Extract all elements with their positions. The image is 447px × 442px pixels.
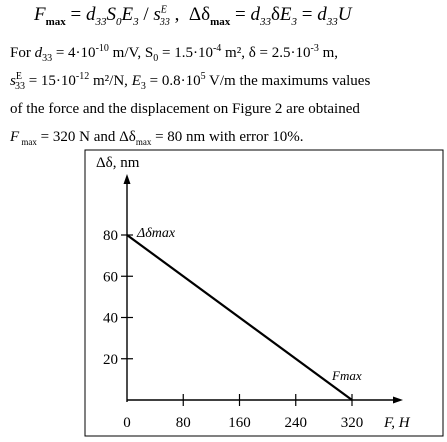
text-line-4: F $_{max}$ = 320 N and $\Delta\delta_{max} = 80$ nm with error 10%.	[10, 129, 304, 147]
y-axis-label: Δδ, nm	[96, 155, 140, 171]
figure-frame	[85, 150, 443, 436]
y-tick-label: 80	[103, 228, 118, 244]
series-line	[127, 235, 352, 400]
chart-group	[96, 155, 411, 431]
formula-fmax: $F_{max}$	[34, 4, 66, 28]
text-line-3: of the force and the displacement on Figure 2 are obtained	[10, 101, 360, 117]
y-tick-label: 20	[103, 351, 118, 368]
x-tick-label: 0	[123, 415, 131, 431]
formula-line: $F_{max} = d_{33}S_0E_3 / s^E_{33}$ , $\Delta\delta_{max} = d_{33}\delta E_3 = d_{33}U$	[34, 4, 352, 28]
x-axis-arrow	[393, 397, 403, 404]
param-line-2: $s^E_{33} = 15\cdot 10^{-12}$ m²/N, $E_3 = 0.8\cdot 10^5$ V/m the maximums values	[10, 71, 371, 92]
y-axis-arrow	[124, 174, 131, 184]
annotation-f-max: Fmax	[332, 368, 362, 383]
x-tick-label: 160	[228, 415, 251, 431]
annotation-delta-max: Δδmax	[137, 226, 176, 241]
x-axis-label: F, H	[384, 415, 410, 431]
x-tick-label: 240	[284, 415, 307, 431]
x-tick-label: 80	[175, 415, 191, 431]
y-tick-label: 40	[103, 310, 118, 327]
param-line-1: For $d_{33} = 4\cdot 10^{-10}$ m/V, $S_0 = 1.5\cdot 10^{-4}$ m², $\delta = 2.5\cdot 10^{-3}$ m,	[10, 43, 338, 64]
x-tick-label: 320	[340, 415, 364, 431]
y-tick-label: 60	[103, 269, 118, 286]
